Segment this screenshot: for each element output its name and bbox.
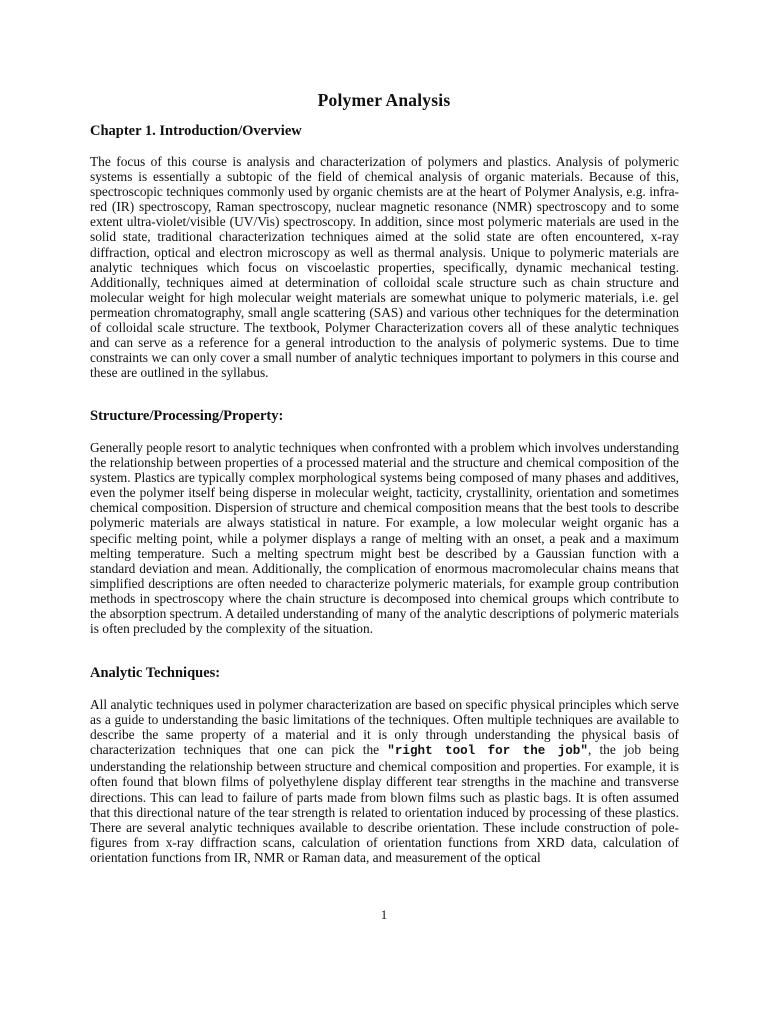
section-heading-structure: Structure/Processing/Property:: [90, 408, 284, 424]
right-tool-emphasis: "right tool for the job": [387, 744, 588, 759]
intro-paragraph: The focus of this course is analysis and characterization of polymers and plastics. Analysis of polymeric systems is essentially a subtopic of the field of chemical analysis of organic materials. Because of this, spectroscopic techniques commonly used by organic chemists are at the heart of Polymer Analysis, e.g. infra-red (IR) spectroscopy, Raman spectroscopy, nuclear magnetic resonance (NMR) spectroscopy and to some extent ultra-violet/visible (UV/Vis) spectroscopy. In addition, since most polymeric materials are used in the solid state, traditional characterization techniques aimed at the solid state are often encountered, x-ray diffraction, optical and electron microscopy as well as thermal analysis. Unique to polymeric materials are analytic techniques which focus on viscoelastic properties, specifically, dynamic mechanical testing. Additionally, techniques aimed at determination of colloidal scale structure such as chain structure and molecular weight for high molecular weight materials are somewhat unique to polymeric materials, i.e. gel permeation chromatography, small angle scattering (SAS) and various other techniques for the determination of colloidal scale structure. The textbook, Polymer Characterization covers all of these analytic techniques and can serve as a reference for a general introduction to the analysis of polymeric systems. Due to time constraints we can only cover a small number of analytic techniques important to polymers in this course and these are outlined in the syllabus.: [90, 154, 679, 381]
section-heading-techniques: Analytic Techniques:: [90, 665, 221, 681]
techniques-text-after: , the job being understanding the relationship between structure and chemical composition and properties. For example, it is often found that blown films of polyethylene display different tear strengths in the machine and transverse directions. This can lead to failure of parts made from blown films such as plastic bags. It is often assumed that this directional nature of the tear strength is related to orientation induced by processing of these plastics. There are several analytic techniques available to describe orientation. These include construction of pole-figures from x-ray diffraction scans, calculation of orientation functions from XRD data, calculation of orientation functions from IR, NMR or Raman data, and measurement of the optical: [90, 742, 679, 865]
chapter-heading: Chapter 1. Introduction/Overview: [90, 123, 302, 139]
page-number: 1: [380, 908, 388, 922]
techniques-paragraph: [90, 697, 679, 865]
structure-paragraph: Generally people resort to analytic techniques when confronted with a problem which involves understanding the relationship between properties of a processed material and the structure and chemical composition of the system. Plastics are typically complex morphological systems being composed of many phases and additives, even the polymer itself being disperse in molecular weight, tacticity, crystallinity, orientation and sometimes chemical composition. Dispersion of structure and chemical composition means that the best tools to describe polymeric materials are always statistical in nature. For example, a low molecular weight organic has a specific melting point, while a polymer displays a range of melting with an onset, a peak and a maximum melting temperature. Such a melting spectrum might best be described by a Gaussian function with a standard deviation and mean. Additionally, the complication of enormous macromolecular chains means that simplified descriptions are often needed to characterize polymeric materials, for example group contribution methods in spectroscopy where the chain structure is decomposed into chemical groups which contribute to the absorption spectrum. A detailed understanding of many of the analytic descriptions of polymeric materials is often precluded by the complexity of the situation.: [90, 440, 679, 637]
techniques-text-before: All analytic techniques used in polymer characterization are based on specific physical principles which serve as a guide to understanding the basic limitations of the techniques. Often multiple techniques are available to describe the same property of a material and it is only through understanding the physical basis of characterization techniques that one can pick the: [90, 697, 679, 758]
page-title: Polymer Analysis: [317, 90, 451, 110]
